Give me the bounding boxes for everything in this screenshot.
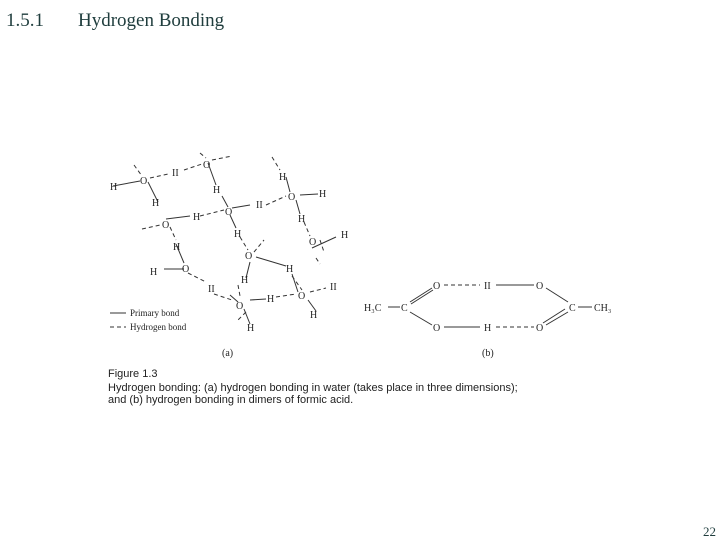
panel-label-b: (b) [482,348,494,359]
atom-c: C [401,303,408,314]
atom-h: H [267,294,275,305]
atom-h: H [247,323,255,334]
atom-o: O [225,207,233,218]
atom-h: H [298,214,306,225]
atom-o: O [536,281,544,292]
figure-1-3 [100,150,620,365]
atom-o: O [140,176,148,187]
atom-o: O [203,160,211,171]
atom-o: O [536,323,544,334]
atom-h: H [150,267,158,278]
atom-h: H [234,229,242,240]
atom-h: H [341,230,349,241]
atom-h: H [279,172,287,183]
atom-h: II [172,168,179,179]
atom-h: H [484,323,492,334]
section-title: Hydrogen Bonding [78,10,225,31]
atom-h: H [319,189,327,200]
atom-h: H [213,185,221,196]
diagram-legend [110,308,187,332]
atom-h: H [110,182,118,193]
atom-o: O [433,323,441,334]
atom-o: O [236,301,244,312]
hydrogen-bonding-diagram [100,150,620,365]
figure-caption [108,382,588,406]
atom-o: O [288,192,296,203]
right-methyl: CH₃ [594,303,612,314]
atom-h: II [256,200,263,211]
atom-h: H [286,264,294,275]
formic-acid-dimer [364,281,611,334]
atom-h: H [310,310,318,321]
caption-line-1: Hydrogen bonding: (a) hydrogen bonding in water (takes place in three dimensions); [108,382,518,394]
atom-o: O [162,220,170,231]
panel-label-a: (a) [222,348,234,359]
atom-h: H [173,242,181,253]
atom-c: C [569,303,576,314]
atom-o: O [433,281,441,292]
atom-o: O [309,237,317,248]
atom-h: II [330,282,337,293]
left-methyl: H₃C [364,303,382,314]
caption-line-2: and (b) hydrogen bonding in dimers of formic acid. [108,394,354,406]
section-number: 1.5.1 [6,10,44,31]
legend-primary: Primary bond [130,308,180,318]
figure-label: Figure 1.3 [108,368,158,380]
atom-h: H [193,212,201,223]
atom-h: H [152,198,160,209]
atom-h: H [241,275,249,286]
atom-o: O [245,251,253,262]
legend-hydrogen: Hydrogen bond [130,322,187,332]
page-number: 22 [703,524,716,539]
atom-h: II [484,281,491,292]
atom-o: O [298,291,306,302]
atom-o: O [182,264,190,275]
atom-h: II [208,284,215,295]
